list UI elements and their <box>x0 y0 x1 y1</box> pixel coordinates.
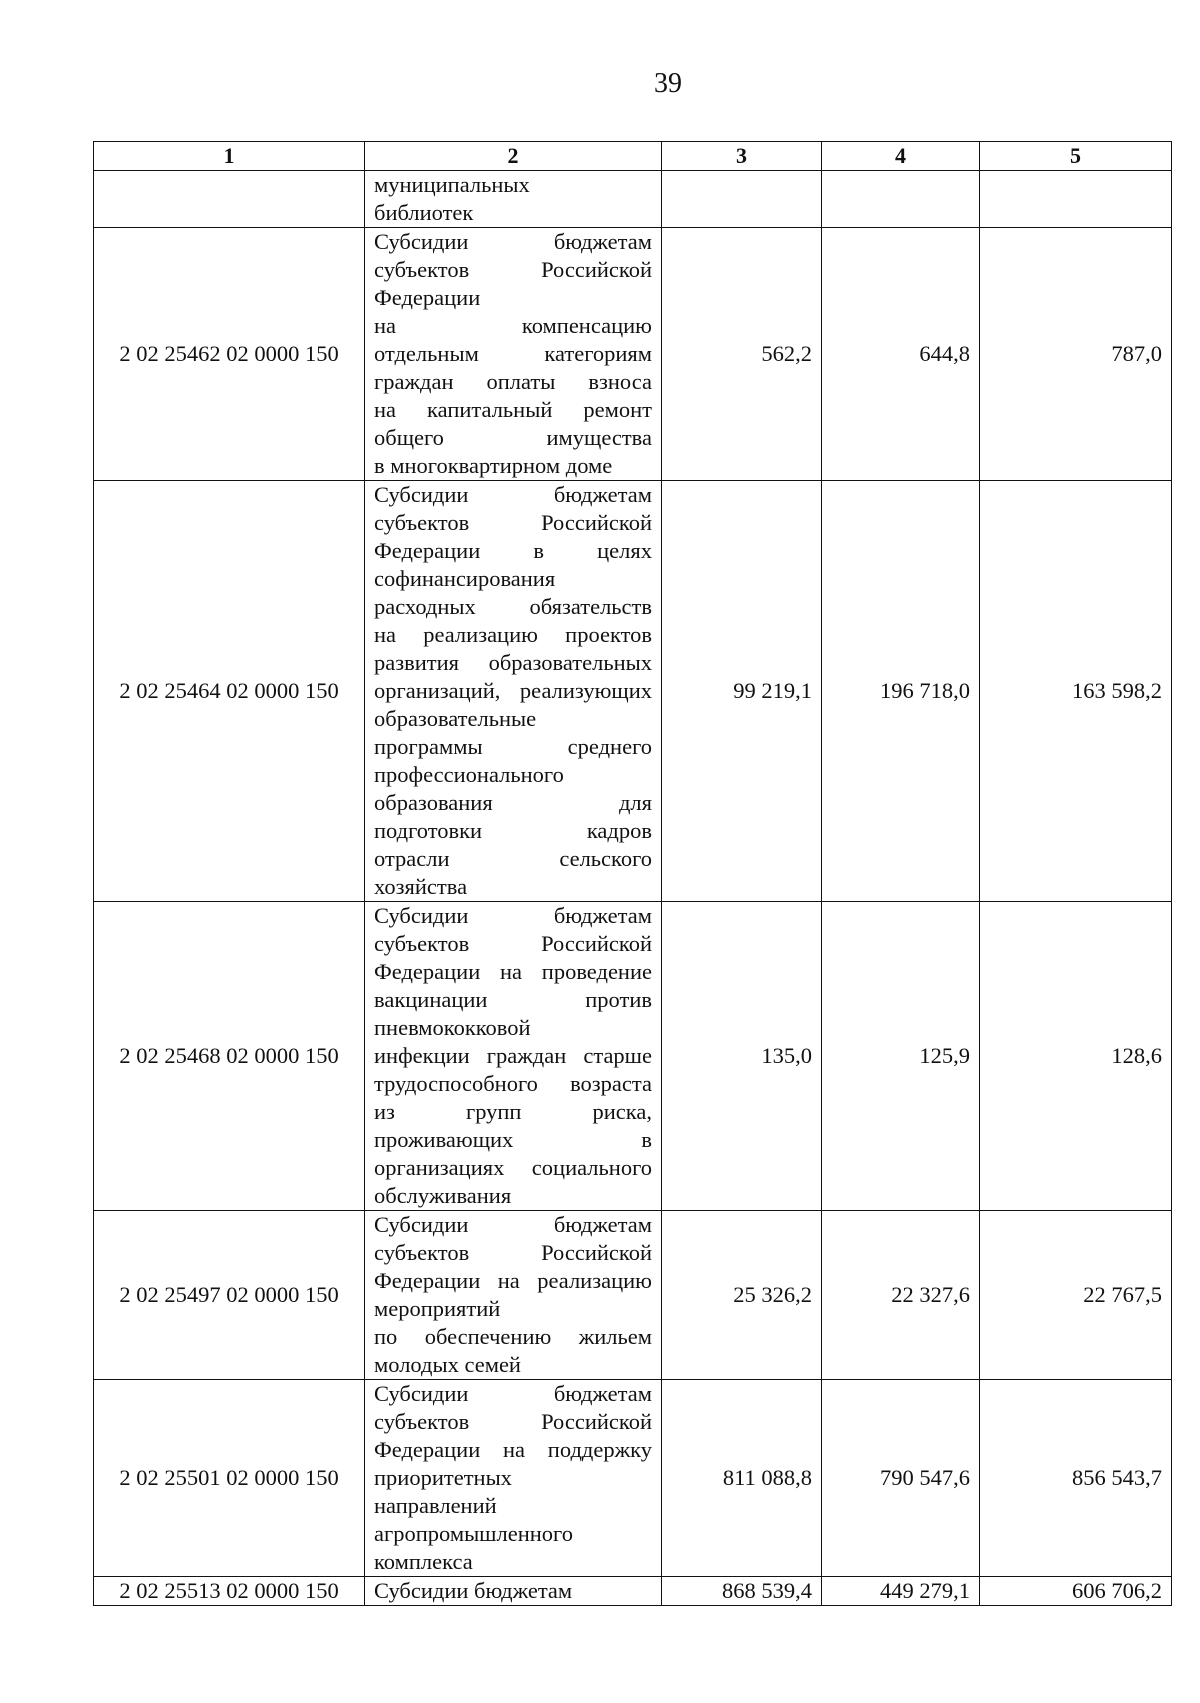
description-line: обслуживания <box>374 1183 512 1208</box>
description-line: Федерации на проведение <box>374 959 652 984</box>
amount-cell-col5 <box>980 171 1172 228</box>
budget-code-cell: 2 02 25464 02 0000 150 <box>94 481 365 902</box>
amount-cell-col4: 449 279,1 <box>822 1577 980 1606</box>
description-line: комплекса <box>374 1549 473 1574</box>
description-line: развития образовательных <box>374 650 652 675</box>
description-line: профессионального <box>374 762 564 787</box>
description-line: пневмококковой <box>374 1015 531 1040</box>
description-line: софинансирования <box>374 566 556 591</box>
budget-code-cell: 2 02 25462 02 0000 150 <box>94 228 365 481</box>
description-line: организаций, реализующих <box>374 678 652 703</box>
description-line: на реализацию проектов <box>374 622 652 647</box>
budget-code-cell: 2 02 25513 02 0000 150 <box>94 1577 365 1606</box>
description-line: Субсидии бюджетам <box>374 1578 573 1603</box>
amount-cell-col3: 562,2 <box>662 228 822 481</box>
description-line: отдельным категориям <box>374 341 652 366</box>
description-line: мероприятий <box>374 1296 501 1321</box>
amount-cell-col3: 99 219,1 <box>662 481 822 902</box>
amount-cell-col4: 644,8 <box>822 228 980 481</box>
description-cell <box>365 1380 662 1577</box>
description-line: субъектов Российской <box>374 931 652 956</box>
amount-cell-col3: 25 326,2 <box>662 1211 822 1380</box>
amount-cell-col4: 125,9 <box>822 902 980 1211</box>
amount-cell-col4: 22 327,6 <box>822 1211 980 1380</box>
page-number: 39 <box>654 68 682 99</box>
description-line: программы среднего <box>374 734 652 759</box>
description-line: хозяйства <box>374 874 468 899</box>
description-line: Субсидии бюджетам <box>374 229 652 254</box>
header-col-4: 4 <box>822 142 980 171</box>
amount-cell-col3: 135,0 <box>662 902 822 1211</box>
header-col-3: 3 <box>662 142 822 171</box>
amount-cell-col4: 196 718,0 <box>822 481 980 902</box>
description-line: инфекции граждан старше <box>374 1043 652 1068</box>
description-cell <box>365 228 662 481</box>
description-line: граждан оплаты взноса <box>374 369 652 394</box>
description-line: агропромышленного <box>374 1521 573 1546</box>
description-line: на капитальный ремонт <box>374 397 652 422</box>
budget-code-cell <box>94 171 365 228</box>
amount-cell-col5: 163 598,2 <box>980 481 1172 902</box>
budget-code-cell: 2 02 25501 02 0000 150 <box>94 1380 365 1577</box>
amount-cell-col5: 606 706,2 <box>980 1577 1172 1606</box>
description-line: трудоспособного возраста <box>374 1071 652 1096</box>
description-line: организациях социального <box>374 1155 652 1180</box>
description-line: субъектов Российской <box>374 510 652 535</box>
description-line: образовательные <box>374 706 537 731</box>
description-line: проживающих в <box>374 1127 652 1152</box>
header-col-1: 1 <box>94 142 365 171</box>
description-line: общего имущества <box>374 425 652 450</box>
table-row <box>94 1577 1172 1606</box>
amount-cell-col5: 128,6 <box>980 902 1172 1211</box>
amount-cell-col4 <box>822 171 980 228</box>
amount-cell-col3: 811 088,8 <box>662 1380 822 1577</box>
amount-cell-col5: 787,0 <box>980 228 1172 481</box>
description-cell <box>365 1577 662 1606</box>
description-cell <box>365 1211 662 1380</box>
header-col-2: 2 <box>365 142 662 171</box>
description-line: отрасли сельского <box>374 846 652 871</box>
table-row <box>94 171 1172 228</box>
amount-cell-col4: 790 547,6 <box>822 1380 980 1577</box>
description-line: Федерации на поддержку <box>374 1437 652 1462</box>
budget-table <box>93 141 1172 1606</box>
table-row <box>94 481 1172 902</box>
description-line: Субсидии бюджетам <box>374 482 652 507</box>
description-line: субъектов Российской <box>374 257 652 282</box>
description-line: Субсидии бюджетам <box>374 1381 652 1406</box>
budget-code-cell: 2 02 25468 02 0000 150 <box>94 902 365 1211</box>
description-line: расходных обязательств <box>374 594 652 619</box>
table-row <box>94 902 1172 1211</box>
description-cell <box>365 902 662 1211</box>
table-row <box>94 228 1172 481</box>
description-line: субъектов Российской <box>374 1409 652 1434</box>
description-line: Федерации на реализацию <box>374 1268 652 1293</box>
description-line: из групп риска, <box>374 1099 652 1124</box>
description-line: Субсидии бюджетам <box>374 1212 652 1237</box>
table-row <box>94 1211 1172 1380</box>
description-line: вакцинации против <box>374 987 652 1012</box>
description-line: Федерации в целях <box>374 538 652 563</box>
amount-cell-col5: 22 767,5 <box>980 1211 1172 1380</box>
description-line: на компенсацию <box>374 313 652 338</box>
description-line: образования для <box>374 790 652 815</box>
header-col-5: 5 <box>980 142 1172 171</box>
description-cell <box>365 481 662 902</box>
description-line: Субсидии бюджетам <box>374 903 652 928</box>
budget-code-cell: 2 02 25497 02 0000 150 <box>94 1211 365 1380</box>
description-line: муниципальных <box>374 172 530 197</box>
description-line: направлений <box>374 1493 497 1518</box>
description-line: субъектов Российской <box>374 1240 652 1265</box>
amount-cell-col3 <box>662 171 822 228</box>
amount-cell-col3: 868 539,4 <box>662 1577 822 1606</box>
description-cell <box>365 171 662 228</box>
description-line: библиотек <box>374 200 474 225</box>
description-line: Федерации <box>374 285 481 310</box>
description-line: по обеспечению жильем <box>374 1324 652 1349</box>
table-body <box>94 171 1172 1606</box>
amount-cell-col5: 856 543,7 <box>980 1380 1172 1577</box>
table-header-row <box>94 142 1172 171</box>
description-line: подготовки кадров <box>374 818 652 843</box>
description-line: молодых семей <box>374 1352 521 1377</box>
description-line: в многоквартирном доме <box>374 453 613 478</box>
table-row <box>94 1380 1172 1577</box>
description-line: приоритетных <box>374 1465 512 1490</box>
